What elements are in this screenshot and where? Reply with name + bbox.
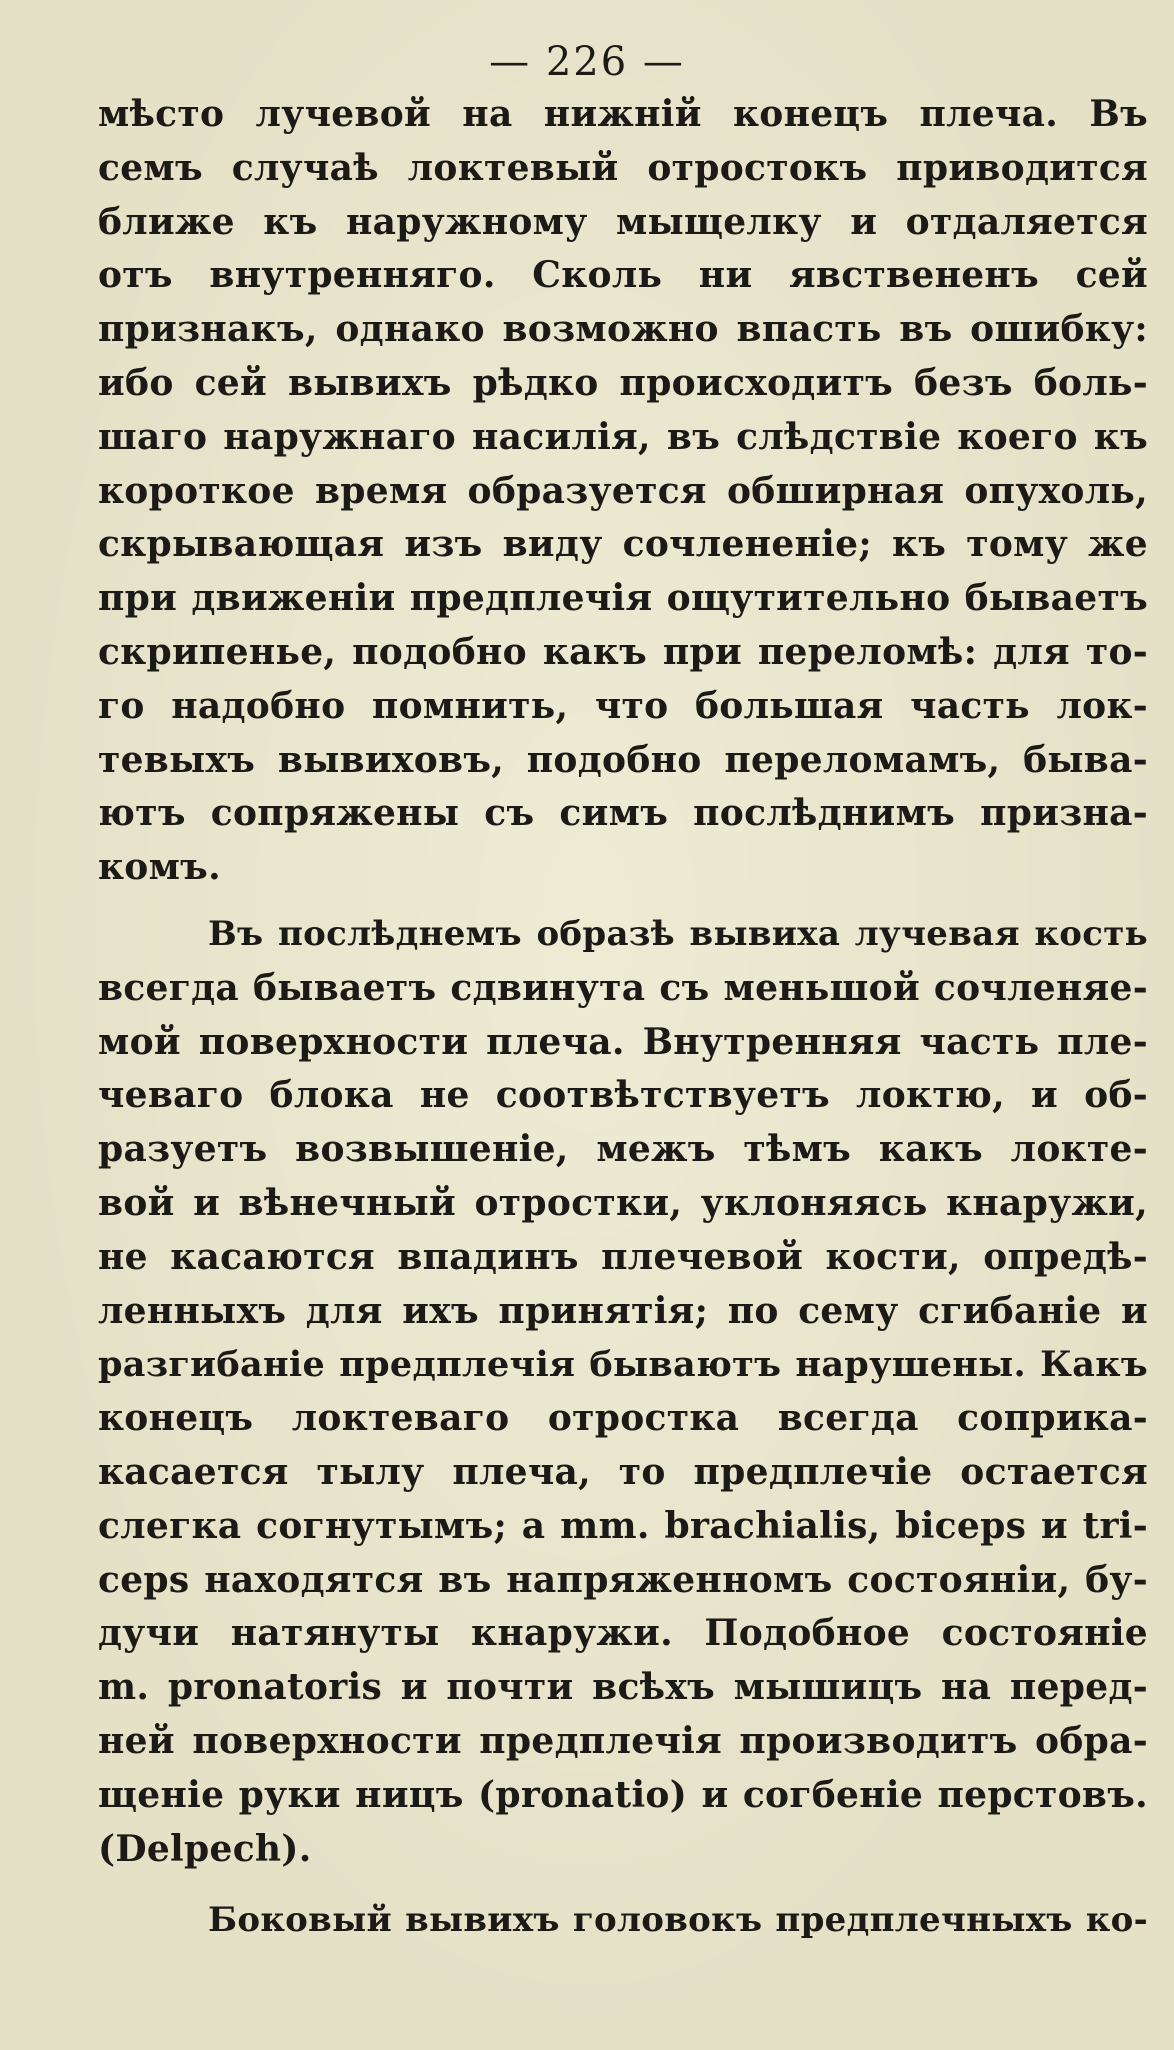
text-line: слегка согнутымъ; а mm. brachialis, biceps и tri-: [98, 1504, 1148, 1547]
text-line: при движеніи предплечія ощутительно бываетъ: [98, 577, 1148, 620]
text-line: го надобно помнить, что большая часть лок-: [98, 684, 1148, 727]
text-line: ютъ сопряжены съ симъ послѣднимъ призна-: [98, 792, 1148, 835]
text-line: Боковый вывихъ головокъ предплечныхъ ко-: [208, 1900, 1148, 1941]
text-line: разгибаніе предплечія бываютъ нарушены. Какъ: [98, 1344, 1148, 1386]
text-line: не касаются впадинъ плечевой кости, опредѣ-: [98, 1235, 1148, 1278]
text-line: (Delpech).: [98, 1827, 312, 1870]
text-line: ceps находятся въ напряженномъ состояніи, бу-: [98, 1558, 1148, 1601]
text-line: всегда бываетъ сдвинута съ меньшой сочленяе-: [98, 966, 1148, 1009]
text-line: отъ внутренняго. Сколь ни явствененъ сей: [98, 254, 1148, 297]
text-line: скрывающая изъ виду сочлененіе; къ тому же: [98, 523, 1148, 566]
paragraph-2: [98, 908, 1148, 1876]
page-number: — 226 —: [489, 39, 685, 85]
text-line: m. pronatoris и почти всѣхъ мышицъ на перед-: [98, 1666, 1148, 1709]
text-line: ленныхъ для ихъ принятія; по сему сгибаніе и: [98, 1289, 1148, 1332]
text-line: Въ послѣднемъ образѣ вывиха лучевая кость: [208, 913, 1148, 954]
text-line: мѣсто лучевой на нижній конецъ плеча. Въ: [98, 93, 1148, 135]
text-line: конецъ локтеваго отростка всегда соприка-: [98, 1397, 1148, 1440]
text-line: признакъ, однако возможно впасть въ ошибку:: [98, 308, 1148, 351]
text-line: комъ.: [98, 846, 221, 889]
text-line: мой поверхности плеча. Внутренняя часть пле-: [98, 1020, 1148, 1063]
paragraph-1: [98, 88, 1148, 895]
page-text: [98, 88, 1148, 1948]
text-line: дучи натянуты кнаружи. Подобное состояніе: [98, 1612, 1148, 1655]
text-line: тевыхъ вывиховъ, подобно переломамъ, быва-: [98, 738, 1148, 781]
text-line: семъ случаѣ локтевый отростокъ приводится: [98, 146, 1148, 189]
text-line: ближе къ наружному мыщелку и отдаляется: [98, 200, 1148, 243]
text-line: скрипенье, подобно какъ при переломѣ: для то-: [98, 630, 1148, 673]
text-line: щеніе руки ницъ (pronatio) и согбеніе перстовъ.: [98, 1773, 1148, 1816]
text-line: вой и вѣнечный отростки, уклоняясь кнаружи,: [98, 1181, 1148, 1224]
text-line: короткое время образуется обширная опухоль,: [98, 469, 1148, 512]
text-line: шаго наружнаго насилія, въ слѣдствіе коего къ: [98, 415, 1148, 458]
text-line: касается тылу плеча, то предплечіе остается: [98, 1450, 1148, 1493]
text-line: ней поверхности предплечія производитъ обра-: [98, 1719, 1148, 1762]
paragraph-3: [98, 1894, 1148, 1948]
text-line: разуетъ возвышеніе, межъ тѣмъ какъ локте-: [98, 1128, 1148, 1171]
text-line: чеваго блока не соотвѣтствуетъ локтю, и об-: [98, 1074, 1148, 1117]
text-line: ибо сей вывихъ рѣдко происходитъ безъ боль-: [98, 361, 1148, 404]
